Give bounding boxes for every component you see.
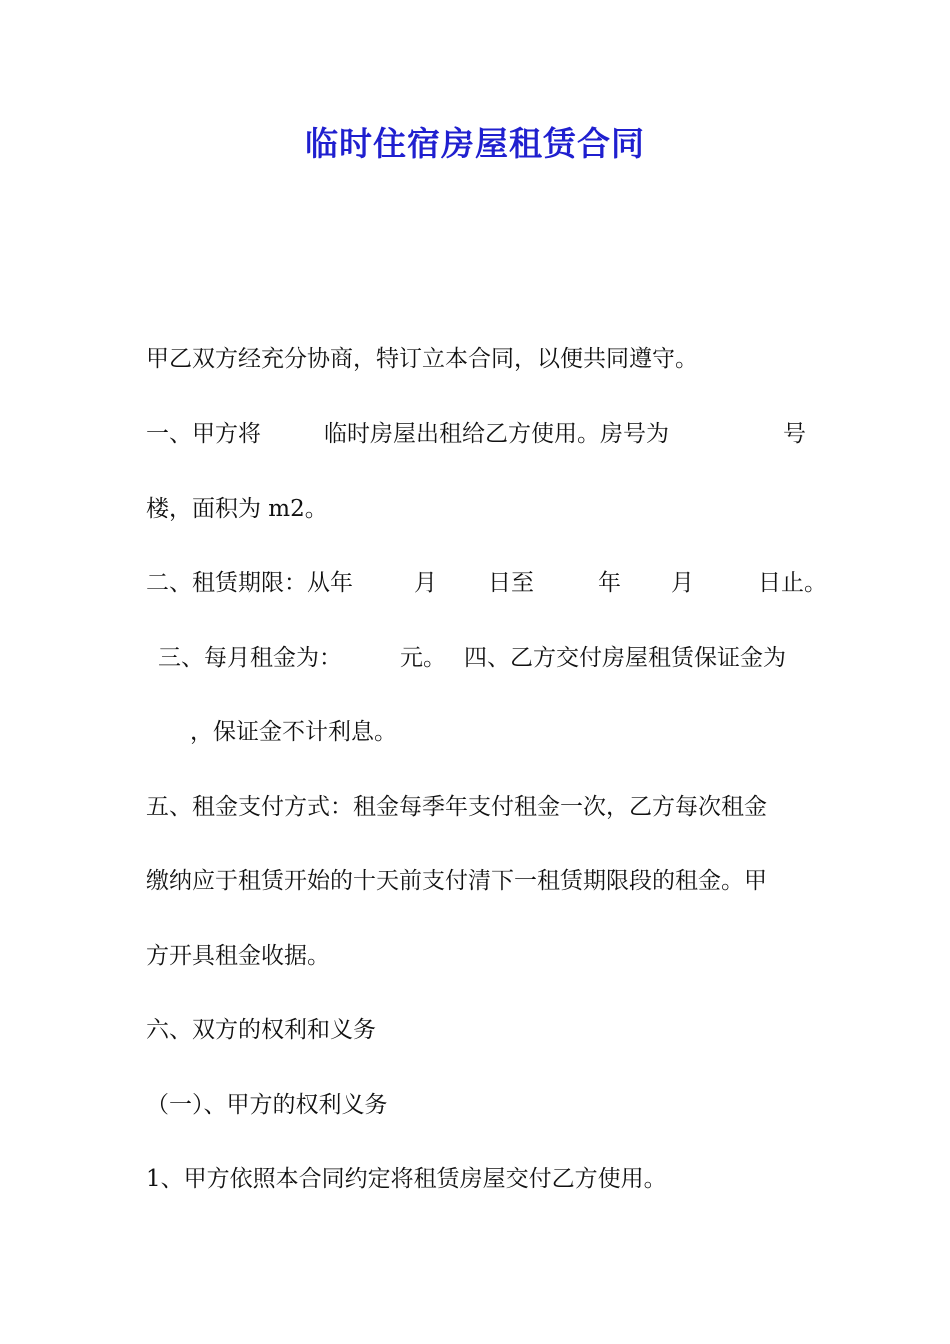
clause-1-line-2: 楼，面积为 m2。 [146, 496, 328, 522]
clause-3-4-line [158, 645, 828, 675]
clause-5-line-3: 方开具租金收据。 [146, 943, 330, 969]
clause-3-part-a: 三、每月租金为： [158, 645, 342, 671]
clause-5-line-1: 五、租金支付方式：租金每季年支付租金一次，乙方每次租金 [146, 794, 767, 820]
clause-4-line-2: ，保证金不计利息。 [190, 719, 397, 745]
clause-2-part-d: 年 [598, 570, 621, 596]
clause-2-part-e: 月 [671, 570, 694, 596]
clause-2-part-a: 二、租赁期限：从年 [146, 570, 353, 596]
clause-6-item-1: 1、甲方依照本合同约定将租赁房屋交付乙方使用。 [146, 1166, 667, 1192]
document-title: 临时住宿房屋租赁合同 [305, 124, 645, 163]
clause-1-part-a: 一、甲方将 [146, 421, 261, 447]
clause-1-part-b: 临时房屋出租给乙方使用。房号为 [324, 421, 669, 447]
clause-1-line-1 [146, 421, 826, 451]
clause-5-line-2: 缴纳应于租赁开始的十天前支付清下一租赁期限段的租金。甲 [146, 868, 767, 894]
clause-4-part-c: 四、乙方交付房屋租赁保证金为 [464, 645, 786, 671]
clause-6-heading: 六、双方的权利和义务 [146, 1017, 376, 1043]
clause-2-part-c: 日至 [488, 570, 534, 596]
intro-paragraph: 甲乙双方经充分协商，特订立本合同，以便共同遵守。 [146, 346, 698, 372]
clause-2-part-b: 月 [414, 570, 437, 596]
clause-3-part-b: 元。 [400, 645, 446, 671]
clause-6-subheading: （一）、甲方的权利义务 [146, 1092, 388, 1118]
clause-1-part-c: 号 [783, 421, 806, 447]
clause-2-line [146, 570, 836, 600]
clause-2-part-f: 日止。 [758, 570, 827, 596]
